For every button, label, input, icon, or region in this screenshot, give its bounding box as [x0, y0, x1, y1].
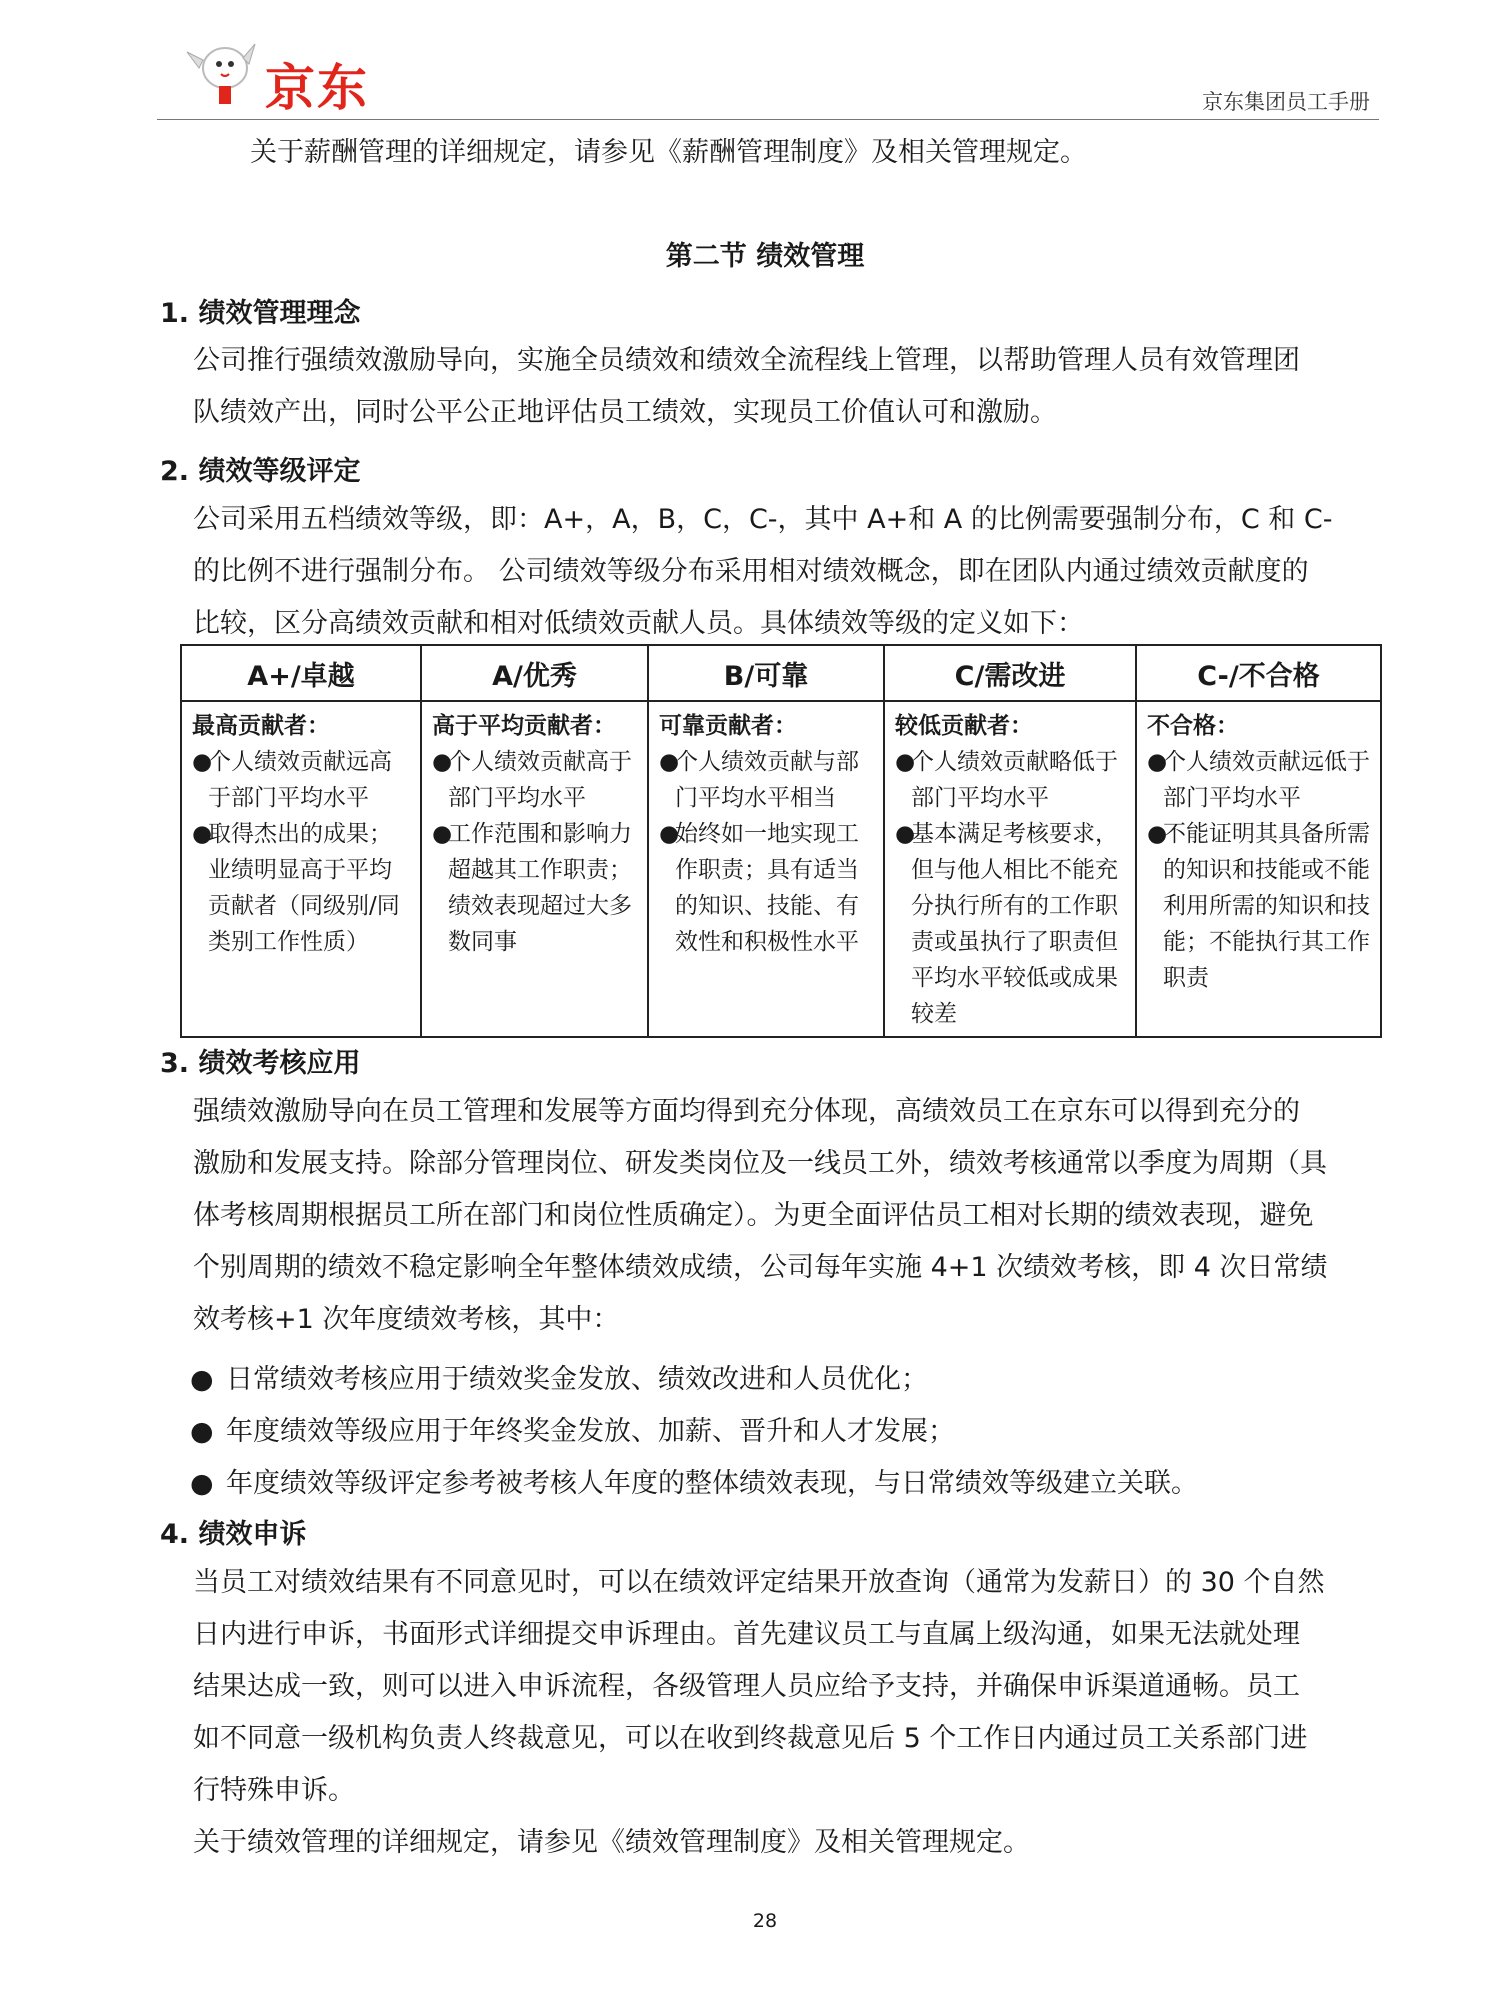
paragraph-line: 公司采用五档绩效等级，即：A+，A，B，C，C-，其中 A+和 A 的比例需要强制分布，C 和 C- [193, 504, 1333, 535]
paragraph-line: 效考核+1 次年度绩效考核，其中： [193, 1304, 620, 1335]
cell-item-text: 基本满足考核要求，但与他人相比不能充分执行所有的工作职责或虽执行了职责但平均水平较低或成果较差 [911, 821, 1118, 1027]
cell-heading: 高于平均贡献者： [432, 713, 616, 739]
cell-heading: 较低贡献者： [895, 713, 1033, 739]
cell-item: ● 工作范围和影响力超越其工作职责；绩效表现超过大多数同事 [432, 821, 632, 955]
heading-2: 2. 绩效等级评定 [160, 456, 361, 487]
paragraph-4 [193, 1557, 1373, 1869]
cell-heading: 最高贡献者： [192, 713, 330, 739]
section-title: 第二节 绩效管理 [665, 241, 865, 272]
heading-1: 1. 绩效管理理念 [160, 298, 361, 329]
cell-item: ● 个人绩效贡献高于部门平均水平 [432, 749, 632, 811]
paragraph-line: 当员工对绩效结果有不同意见时，可以在绩效评定结果开放查询（通常为发薪日）的 30 个自然 [193, 1567, 1325, 1598]
paragraph-line: 结果达成一致，则可以进入申诉流程，各级管理人员应给予支持，并确保申诉渠道通畅。员工 [193, 1671, 1300, 1702]
paragraph-line: 公司推行强绩效激励导向，实施全员绩效和绩效全流程线上管理，以帮助管理人员有效管理团 [193, 345, 1300, 376]
table-cell [648, 701, 884, 1037]
jd-logo [185, 30, 385, 117]
header-doc-title: 京东集团员工手册 [1202, 90, 1370, 114]
cell-heading: 可靠贡献者： [659, 713, 797, 739]
bullet-icon: ● [190, 1364, 214, 1395]
paragraph-line: 强绩效激励导向在员工管理和发展等方面均得到充分体现，高绩效员工在京东可以得到充分的 [193, 1096, 1300, 1127]
column-header: A/优秀 [421, 645, 648, 701]
closing-line: 关于绩效管理的详细规定，请参见《绩效管理制度》及相关管理规定。 [193, 1827, 1030, 1858]
paragraph-line: 个别周期的绩效不稳定影响全年整体绩效成绩，公司每年实施 4+1 次绩效考核，即 4 次日常绩 [193, 1252, 1328, 1283]
table-cell [421, 701, 648, 1037]
cell-item-text: 工作范围和影响力超越其工作职责；绩效表现超过大多数同事 [448, 821, 632, 955]
table-header-row [181, 645, 1381, 701]
table-cell [1136, 701, 1381, 1037]
paragraph-line: 的比例不进行强制分布。 公司绩效等级分布采用相对绩效概念，即在团队内通过绩效贡献度的 [193, 556, 1309, 587]
cell-heading: 不合格： [1147, 713, 1239, 739]
cell-item-text: 个人绩效贡献略低于部门平均水平 [911, 749, 1118, 811]
cell-item: ● 个人绩效贡献与部门平均水平相当 [659, 749, 859, 811]
column-header: C-/不合格 [1136, 645, 1381, 701]
paragraph-3 [193, 1086, 1373, 1346]
paragraph-line: 日内进行申诉，书面形式详细提交申诉理由。首先建议员工与直属上级沟通，如果无法就处理 [193, 1619, 1300, 1650]
bullet-item [190, 1409, 955, 1448]
bullet-text: 年度绩效等级应用于年终奖金发放、加薪、晋升和人才发展； [226, 1416, 955, 1447]
bullet-item [190, 1357, 928, 1396]
cell-item-text: 个人绩效贡献远高于部门平均水平 [208, 749, 392, 811]
paragraph-line: 如不同意一级机构负责人终裁意见，可以在收到终裁意见后 5 个工作日内通过员工关系部门进 [193, 1723, 1308, 1754]
paragraph-2 [193, 494, 1373, 650]
cell-item-text: 个人绩效贡献与部门平均水平相当 [675, 749, 859, 811]
cell-item: ● 不能证明其具备所需的知识和技能或不能利用所需的知识和技能；不能执行其工作职责 [1147, 821, 1370, 991]
column-header: A+/卓越 [181, 645, 421, 701]
table-cell [884, 701, 1136, 1037]
heading-4: 4. 绩效申诉 [160, 1519, 307, 1550]
page-number: 28 [752, 1910, 778, 1932]
header-divider [157, 119, 1379, 120]
column-header: B/可靠 [648, 645, 884, 701]
bullet-text: 年度绩效等级评定参考被考核人年度的整体绩效表现，与日常绩效等级建立关联。 [226, 1468, 1198, 1499]
intro-line: 关于薪酬管理的详细规定，请参见《薪酬管理制度》及相关管理规定。 [250, 137, 1087, 168]
cell-item: ● 基本满足考核要求，但与他人相比不能充分执行所有的工作职责或虽执行了职责但平均水平较低或成果较差 [895, 821, 1118, 1027]
paragraph-line: 体考核周期根据员工所在部门和岗位性质确定）。为更全面评估员工相对长期的绩效表现，避免 [193, 1200, 1314, 1231]
cell-item-text: 取得杰出的成果；业绩明显高于平均贡献者（同级别/同类别工作性质） [208, 821, 400, 955]
bullet-icon: ● [190, 1416, 214, 1447]
bullet-item [190, 1461, 1198, 1500]
cell-item-text: 个人绩效贡献远低于部门平均水平 [1163, 749, 1370, 811]
cell-item-text: 不能证明其具备所需的知识和技能或不能利用所需的知识和技能；不能执行其工作职责 [1163, 821, 1370, 991]
paragraph-line: 激励和发展支持。除部分管理岗位、研发类岗位及一线员工外，绩效考核通常以季度为周期（具 [193, 1148, 1327, 1179]
table-row [181, 701, 1381, 1037]
paragraph-line: 队绩效产出，同时公平公正地评估员工绩效，实现员工价值认可和激励。 [193, 397, 1057, 428]
cell-item: ● 个人绩效贡献远低于部门平均水平 [1147, 749, 1370, 811]
heading-3: 3. 绩效考核应用 [160, 1048, 361, 1079]
grade-definition-table [180, 644, 1382, 1038]
paragraph-line: 行特殊申诉。 [193, 1775, 355, 1806]
jd-mascot-icon [185, 30, 265, 110]
cell-item: ● 个人绩效贡献略低于部门平均水平 [895, 749, 1118, 811]
cell-item: ● 取得杰出的成果；业绩明显高于平均贡献者（同级别/同类别工作性质） [192, 821, 400, 955]
bullet-icon: ● [190, 1468, 214, 1499]
table-cell [181, 701, 421, 1037]
bullet-text: 日常绩效考核应用于绩效奖金发放、绩效改进和人员优化； [226, 1364, 928, 1395]
paragraph-1 [193, 335, 1373, 439]
column-header: C/需改进 [884, 645, 1136, 701]
cell-item-text: 个人绩效贡献高于部门平均水平 [448, 749, 632, 811]
paragraph-line: 比较，区分高绩效贡献和相对低绩效贡献人员。具体绩效等级的定义如下： [193, 608, 1084, 639]
cell-item: ● 个人绩效贡献远高于部门平均水平 [192, 749, 392, 811]
logo-text: 京东 [265, 59, 369, 117]
cell-item-text: 始终如一地实现工作职责；具有适当的知识、技能、有效性和积极性水平 [675, 821, 859, 955]
cell-item: ● 始终如一地实现工作职责；具有适当的知识、技能、有效性和积极性水平 [659, 821, 859, 955]
